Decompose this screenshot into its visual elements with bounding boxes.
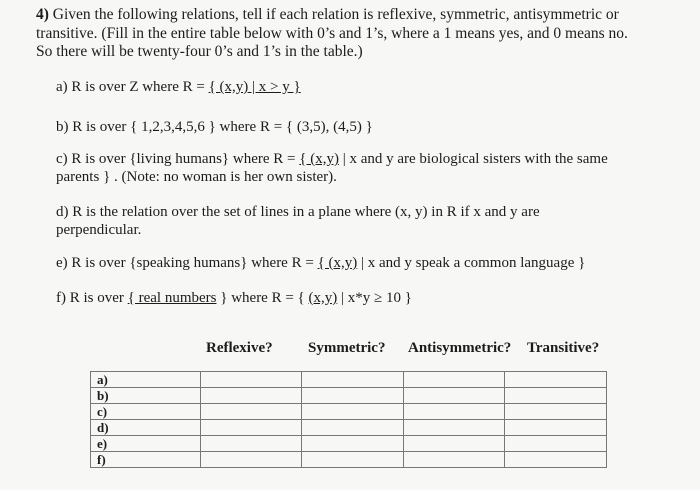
item-d	[56, 203, 616, 239]
item-b-text: b) R is over { 1,2,3,4,5,6 } where R = { (3,5), (4,5) }	[56, 119, 373, 135]
table-headers	[0, 340, 700, 360]
item-a	[56, 78, 301, 96]
item-f-set: { real numbers	[127, 290, 217, 306]
answer-cell[interactable]	[505, 436, 607, 452]
answer-cell[interactable]	[505, 372, 607, 388]
answer-cell[interactable]	[505, 404, 607, 420]
answer-cell[interactable]	[505, 452, 607, 468]
answer-cell[interactable]	[200, 452, 302, 468]
item-a-set: { (x,y) | x > y }	[208, 79, 301, 95]
item-d-text: d) R is the relation over the set of lines in a plane where (x, y) in R if x and y are perpendicular.	[56, 204, 540, 238]
answer-cell[interactable]	[200, 404, 302, 420]
row-label: b)	[91, 388, 201, 404]
row-label: f)	[91, 452, 201, 468]
answer-cell[interactable]	[302, 436, 404, 452]
answer-cell[interactable]	[200, 388, 302, 404]
answer-cell[interactable]	[403, 372, 505, 388]
item-f-text: f) R is over	[56, 290, 128, 306]
item-f-mid: } where R = {	[216, 290, 309, 306]
item-e-rest: | x and y speak a common language }	[357, 255, 586, 271]
answer-cell[interactable]	[302, 404, 404, 420]
table-row	[91, 372, 607, 388]
table-row	[91, 420, 607, 436]
item-f-rest: | x*y ≥ 10 }	[337, 290, 412, 306]
item-c	[56, 150, 616, 186]
answer-cell[interactable]	[302, 420, 404, 436]
answer-cell[interactable]	[505, 388, 607, 404]
row-label: e)	[91, 436, 201, 452]
item-c-set: { (x,y)	[299, 151, 339, 167]
answer-cell[interactable]	[403, 388, 505, 404]
header-reflexive: Reflexive?	[206, 340, 273, 356]
row-label: c)	[91, 404, 201, 420]
item-c-rest: | x and y are biological sisters with the same parents } . (Note: no woman is her own sister).	[56, 151, 608, 185]
answer-cell[interactable]	[403, 452, 505, 468]
item-f-pair: (x,y)	[308, 290, 338, 306]
answer-cell[interactable]	[403, 404, 505, 420]
row-label: d)	[91, 420, 201, 436]
answer-cell[interactable]	[302, 372, 404, 388]
answer-cell[interactable]	[403, 420, 505, 436]
table-row	[91, 404, 607, 420]
answer-cell[interactable]	[200, 436, 302, 452]
item-a-text: a) R is over Z where R =	[56, 79, 209, 95]
answer-cell[interactable]	[200, 372, 302, 388]
header-transitive: Transitive?	[527, 340, 600, 356]
answer-cell[interactable]	[200, 420, 302, 436]
header-antisymmetric: Antisymmetric?	[408, 340, 512, 356]
row-label: a)	[91, 372, 201, 388]
answer-table	[90, 371, 607, 468]
question-number: 4)	[36, 6, 49, 23]
item-c-text: c) R is over {living humans} where R =	[56, 151, 300, 167]
item-e-set: { (x,y)	[317, 255, 358, 271]
question-intro	[36, 6, 636, 62]
answer-cell[interactable]	[505, 420, 607, 436]
table-row	[91, 388, 607, 404]
answer-cell[interactable]	[302, 452, 404, 468]
item-b	[56, 118, 373, 136]
item-e	[56, 254, 585, 272]
item-e-text: e) R is over {speaking humans} where R =	[56, 255, 318, 271]
table-row	[91, 436, 607, 452]
answer-cell[interactable]	[403, 436, 505, 452]
answer-cell[interactable]	[302, 388, 404, 404]
question-text: Given the following relations, tell if each relation is reflexive, symmetric, antisymmetric or transitive. (Fill in the entire table below with 0’s and 1’s, where a 1 means yes, and 0 means no. So there will be twenty-four 0’s and 1’s in the table.)	[36, 6, 628, 60]
header-symmetric: Symmetric?	[308, 340, 386, 356]
table-row	[91, 452, 607, 468]
item-f	[56, 289, 412, 307]
